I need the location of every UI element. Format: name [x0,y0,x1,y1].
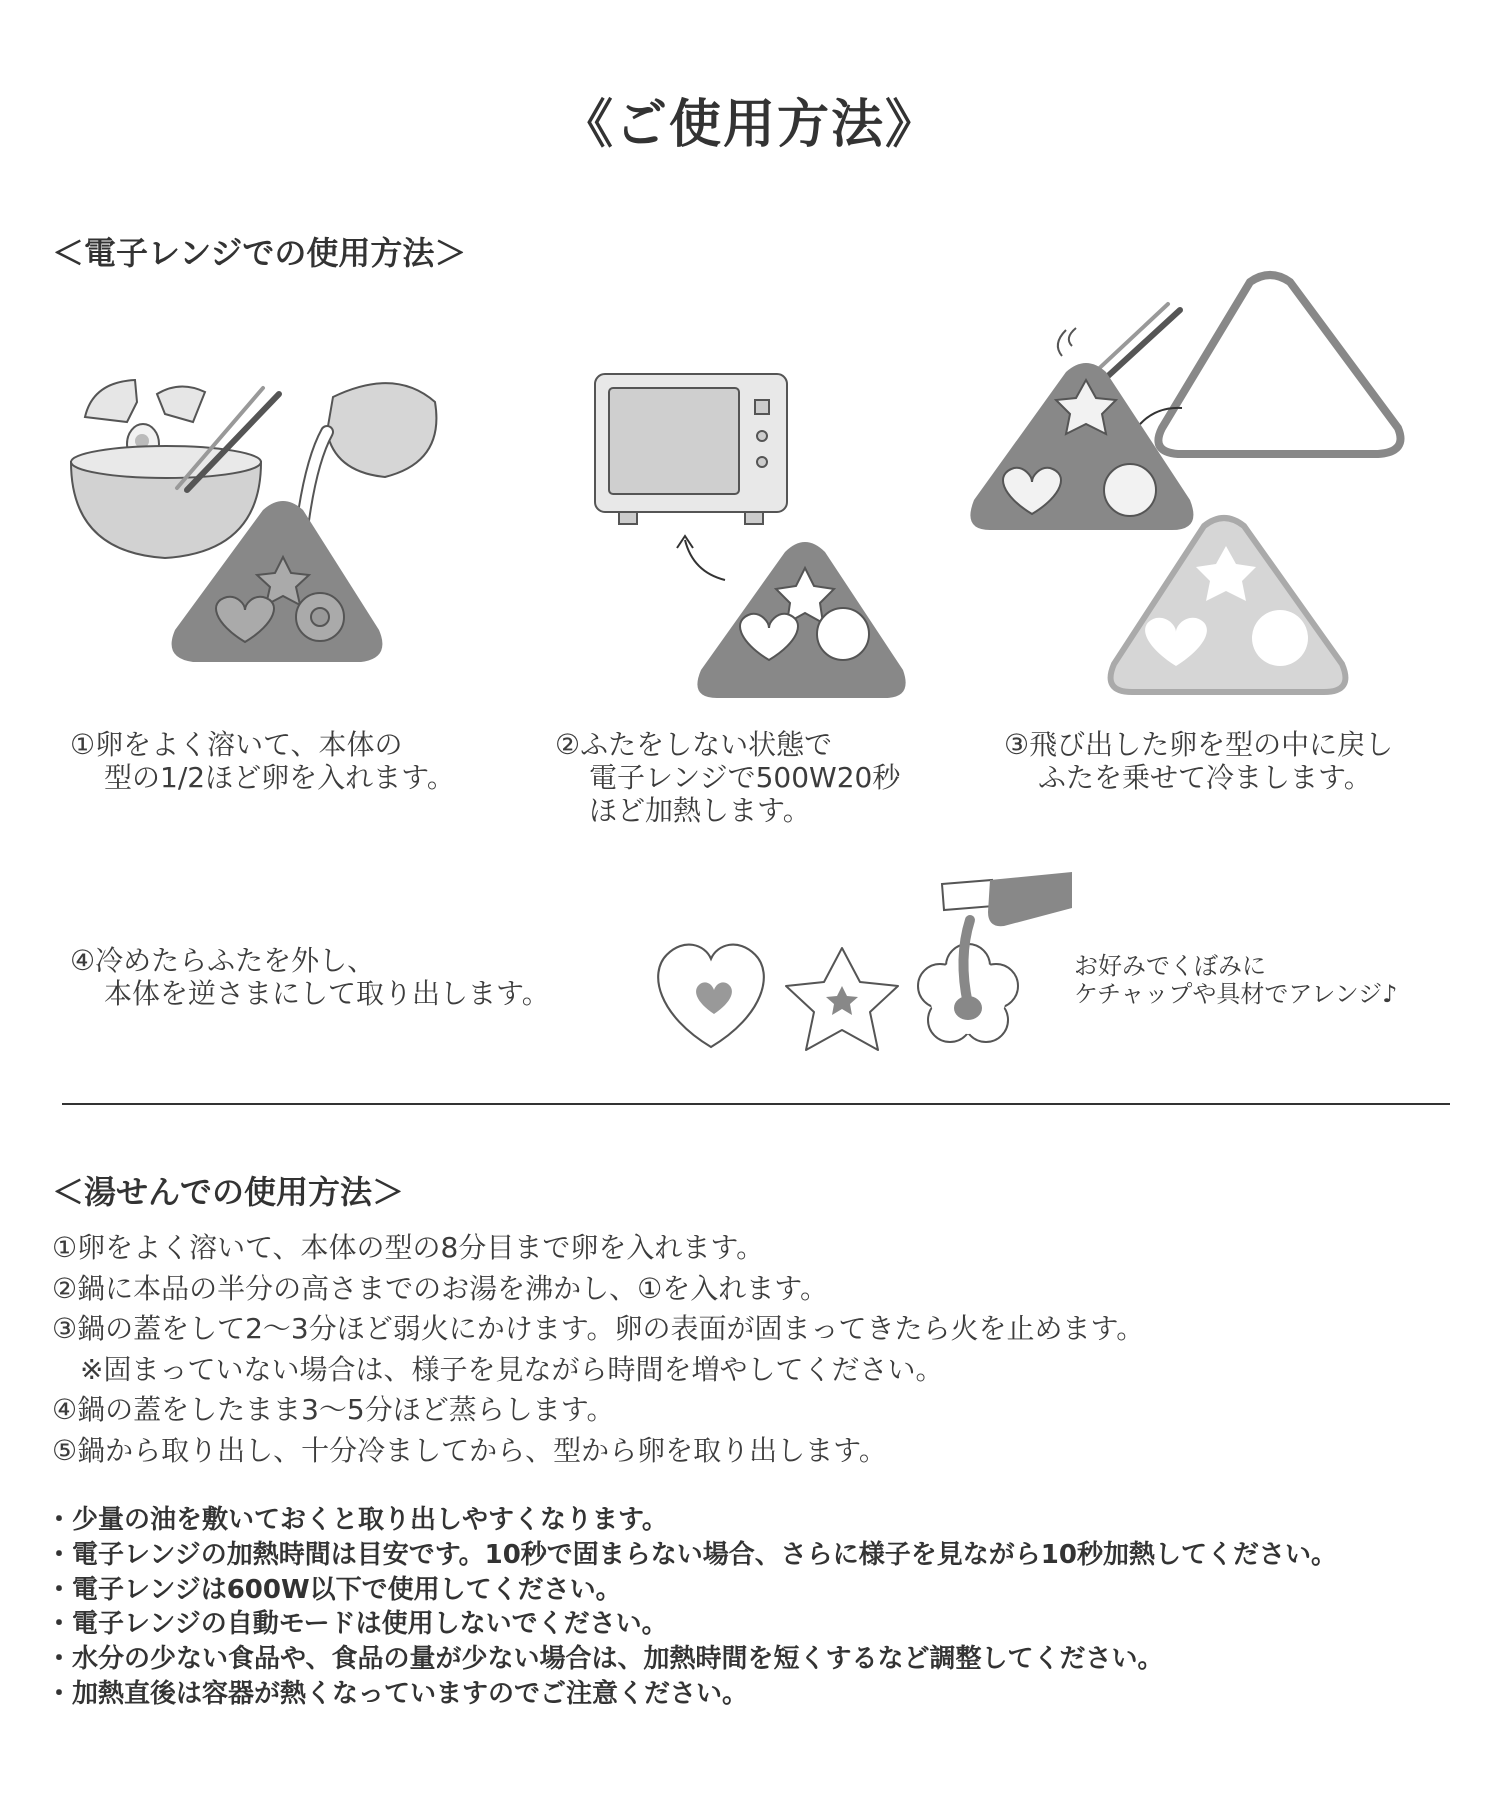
list-item: ⑤鍋から取り出し、十分冷ましてから、型から卵を取り出します。 [52,1433,887,1467]
list-item: ③鍋の蓋をして2～3分ほど弱火にかけます。卵の表面が固まってきたら火を止めます。 [52,1312,1145,1345]
list-item: ④鍋の蓋をしたまま3～5分ほど蒸らします。 [52,1393,615,1426]
caution-notes [46,1503,1337,1712]
list-item: ②鍋に本品の半分の高さまでのお湯を沸かし、①を入れます。 [52,1271,828,1305]
microwave-section-heading: ＜電子レンジでの使用方法＞ [52,234,467,272]
microwave-mold-icon [593,372,913,702]
page-title: 《ご使用方法》 [560,95,939,155]
section-divider [62,1103,1450,1105]
list-item: ・少量の油を敷いておくと取り出しやすくなります。 [46,1505,668,1535]
mold-lid-icon [968,268,1398,708]
microwave-step-1: ①卵をよく溶いて、本体の 型の1/2ほど卵を入れます。 [70,728,455,794]
egg-shapes-icon [652,868,1072,1058]
list-item: ・加熱直後は容器が熱くなっていますのでご注意ください。 [46,1678,749,1709]
water-bath-section-heading: ＜湯せんでの使用方法＞ [52,1173,405,1211]
microwave-step-3: ③飛び出した卵を型の中に戻し ふたを乗せて冷まします。 [1004,728,1394,794]
water-bath-steps [52,1228,1144,1471]
list-item: ・電子レンジの自動モードは使用しないでください。 [46,1609,668,1640]
microwave-step-4: ④冷めたらふたを外し、 本体を逆さまにして取り出します。 [70,944,550,1010]
list-item: ・電子レンジの加熱時間は目安です。10秒で固まらない場合、さらに様子を見ながら10秒加熱してください。 [46,1539,1337,1570]
list-item: ・水分の少ない食品や、食品の量が少ない場合は、加熱時間を短くするなど調整してください。 [46,1644,1164,1675]
egg-bowl-pour-mold-icon [65,362,465,702]
list-item: ※固まっていない場合は、様子を見ながら時間を増やしてください。 [52,1352,944,1386]
list-item: ①卵をよく溶いて、本体の型の8分目まで卵を入れます。 [52,1231,765,1264]
arrange-note: お好みでくぼみに ケチャップや具材でアレンジ♪ [1074,952,1398,1008]
list-item: ・電子レンジは600W以下で使用してください。 [46,1574,622,1605]
microwave-step-2: ②ふたをしない状態で 電子レンジで500W20秒 ほど加熱します。 [555,728,901,827]
